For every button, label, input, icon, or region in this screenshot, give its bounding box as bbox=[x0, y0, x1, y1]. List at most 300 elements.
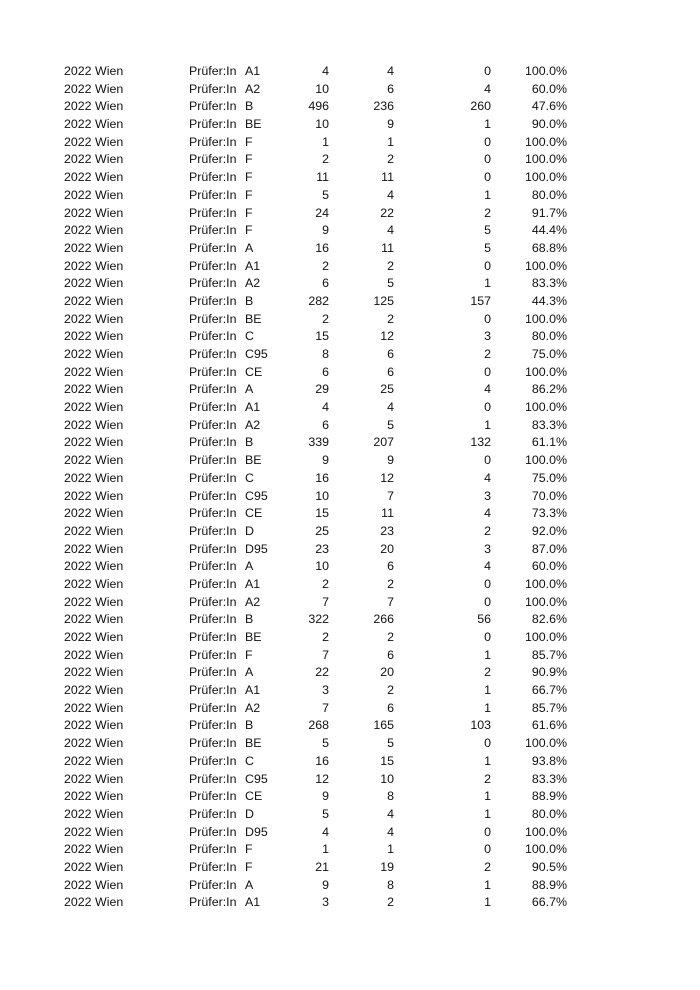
role-cell: Prüfer:In bbox=[189, 99, 237, 114]
passed-count-cell: 7 bbox=[387, 594, 394, 609]
role-cell: Prüfer:In bbox=[189, 789, 237, 804]
year-city-cell: 2022 Wien bbox=[64, 223, 124, 238]
license-class-cell: B bbox=[245, 612, 254, 627]
year-city-cell: 2022 Wien bbox=[64, 470, 124, 485]
year-city-cell: 2022 Wien bbox=[64, 187, 124, 202]
total-count-cell: 3 bbox=[322, 895, 329, 910]
passed-count-cell: 8 bbox=[387, 877, 394, 892]
total-count-cell: 15 bbox=[315, 506, 329, 521]
pass-rate-cell: 87.0% bbox=[531, 541, 567, 556]
pass-rate-cell: 100.0% bbox=[524, 258, 567, 273]
total-count-cell: 339 bbox=[308, 435, 329, 450]
pass-rate-cell: 83.3% bbox=[531, 417, 567, 432]
license-class-cell: A1 bbox=[245, 895, 261, 910]
failed-count-cell: 2 bbox=[484, 205, 491, 220]
role-cell: Prüfer:In bbox=[189, 612, 237, 627]
pass-rate-cell: 82.6% bbox=[531, 612, 567, 627]
table-row bbox=[0, 240, 700, 258]
failed-count-cell: 260 bbox=[470, 99, 491, 114]
license-class-cell: A bbox=[245, 240, 254, 255]
passed-count-cell: 6 bbox=[387, 364, 394, 379]
pass-rate-cell: 91.7% bbox=[531, 205, 567, 220]
failed-count-cell: 4 bbox=[484, 506, 491, 521]
pass-rate-cell: 83.3% bbox=[531, 771, 567, 786]
total-count-cell: 5 bbox=[322, 187, 329, 202]
table-row bbox=[0, 664, 700, 682]
pass-rate-cell: 100.0% bbox=[524, 736, 567, 751]
total-count-cell: 9 bbox=[322, 223, 329, 238]
role-cell: Prüfer:In bbox=[189, 134, 237, 149]
pass-rate-cell: 61.1% bbox=[531, 435, 567, 450]
pass-rate-cell: 100.0% bbox=[524, 842, 567, 857]
role-cell: Prüfer:In bbox=[189, 364, 237, 379]
passed-count-cell: 11 bbox=[381, 240, 394, 255]
role-cell: Prüfer:In bbox=[189, 117, 237, 132]
table-row bbox=[0, 771, 700, 789]
role-cell: Prüfer:In bbox=[189, 541, 237, 556]
year-city-cell: 2022 Wien bbox=[64, 718, 124, 733]
total-count-cell: 4 bbox=[322, 400, 329, 415]
table-row bbox=[0, 629, 700, 647]
role-cell: Prüfer:In bbox=[189, 382, 237, 397]
failed-count-cell: 56 bbox=[477, 612, 491, 627]
year-city-cell: 2022 Wien bbox=[64, 506, 124, 521]
passed-count-cell: 11 bbox=[381, 170, 394, 185]
year-city-cell: 2022 Wien bbox=[64, 789, 124, 804]
license-class-cell: A bbox=[245, 559, 254, 574]
license-class-cell: F bbox=[245, 152, 253, 167]
role-cell: Prüfer:In bbox=[189, 771, 237, 786]
role-cell: Prüfer:In bbox=[189, 417, 237, 432]
table-row bbox=[0, 717, 700, 735]
passed-count-cell: 6 bbox=[387, 700, 394, 715]
passed-count-cell: 266 bbox=[373, 612, 394, 627]
table-row bbox=[0, 205, 700, 223]
failed-count-cell: 5 bbox=[484, 240, 491, 255]
total-count-cell: 21 bbox=[315, 859, 329, 874]
failed-count-cell: 0 bbox=[484, 170, 491, 185]
failed-count-cell: 1 bbox=[484, 895, 491, 910]
total-count-cell: 6 bbox=[322, 417, 329, 432]
total-count-cell: 23 bbox=[315, 541, 329, 556]
passed-count-cell: 5 bbox=[387, 276, 394, 291]
passed-count-cell: 165 bbox=[373, 718, 394, 733]
table-row bbox=[0, 488, 700, 506]
table-row bbox=[0, 576, 700, 594]
license-class-cell: B bbox=[245, 293, 254, 308]
passed-count-cell: 4 bbox=[387, 187, 394, 202]
passed-count-cell: 5 bbox=[387, 736, 394, 751]
pass-rate-cell: 80.0% bbox=[531, 329, 567, 344]
pass-rate-cell: 90.5% bbox=[531, 859, 567, 874]
failed-count-cell: 157 bbox=[470, 293, 491, 308]
passed-count-cell: 7 bbox=[387, 488, 394, 503]
pass-rate-cell: 60.0% bbox=[531, 559, 567, 574]
year-city-cell: 2022 Wien bbox=[64, 117, 124, 132]
table-row bbox=[0, 134, 700, 152]
license-class-cell: D bbox=[245, 523, 254, 538]
year-city-cell: 2022 Wien bbox=[64, 134, 124, 149]
failed-count-cell: 1 bbox=[484, 806, 491, 821]
failed-count-cell: 0 bbox=[484, 736, 491, 751]
passed-count-cell: 125 bbox=[373, 293, 394, 308]
role-cell: Prüfer:In bbox=[189, 293, 237, 308]
total-count-cell: 1 bbox=[322, 134, 329, 149]
table-row bbox=[0, 541, 700, 559]
table-row bbox=[0, 647, 700, 665]
table-row bbox=[0, 311, 700, 329]
total-count-cell: 7 bbox=[322, 647, 329, 662]
pass-rate-cell: 80.0% bbox=[531, 187, 567, 202]
year-city-cell: 2022 Wien bbox=[64, 523, 124, 538]
passed-count-cell: 5 bbox=[387, 417, 394, 432]
license-class-cell: F bbox=[245, 170, 253, 185]
role-cell: Prüfer:In bbox=[189, 630, 237, 644]
data-table bbox=[0, 63, 700, 912]
role-cell: Prüfer:In bbox=[189, 329, 237, 344]
passed-count-cell: 11 bbox=[381, 506, 394, 521]
failed-count-cell: 1 bbox=[484, 417, 491, 432]
role-cell: Prüfer:In bbox=[189, 152, 237, 167]
pass-rate-cell: 88.9% bbox=[531, 877, 567, 892]
passed-count-cell: 6 bbox=[387, 81, 394, 96]
table-row bbox=[0, 877, 700, 895]
year-city-cell: 2022 Wien bbox=[64, 736, 124, 751]
year-city-cell: 2022 Wien bbox=[64, 240, 124, 255]
total-count-cell: 29 bbox=[315, 382, 329, 397]
license-class-cell: D bbox=[245, 806, 254, 821]
role-cell: Prüfer:In bbox=[189, 258, 237, 273]
year-city-cell: 2022 Wien bbox=[64, 594, 124, 609]
year-city-cell: 2022 Wien bbox=[64, 488, 124, 503]
license-class-cell: A bbox=[245, 877, 254, 892]
role-cell: Prüfer:In bbox=[189, 559, 237, 574]
table-row bbox=[0, 151, 700, 169]
failed-count-cell: 4 bbox=[484, 382, 491, 397]
passed-count-cell: 9 bbox=[387, 117, 394, 132]
failed-count-cell: 4 bbox=[484, 81, 491, 96]
table-row bbox=[0, 275, 700, 293]
total-count-cell: 9 bbox=[322, 453, 329, 468]
failed-count-cell: 0 bbox=[484, 152, 491, 167]
table-row bbox=[0, 594, 700, 612]
license-class-cell: D95 bbox=[245, 541, 268, 556]
total-count-cell: 3 bbox=[322, 683, 329, 698]
pass-rate-cell: 44.3% bbox=[531, 293, 567, 308]
license-class-cell: A1 bbox=[245, 64, 261, 78]
year-city-cell: 2022 Wien bbox=[64, 347, 124, 361]
failed-count-cell: 2 bbox=[484, 859, 491, 874]
pass-rate-cell: 44.4% bbox=[531, 223, 567, 238]
table-row bbox=[0, 81, 700, 99]
table-row bbox=[0, 894, 700, 912]
failed-count-cell: 2 bbox=[484, 523, 491, 538]
license-class-cell: BE bbox=[245, 453, 262, 468]
table-row bbox=[0, 328, 700, 346]
failed-count-cell: 1 bbox=[484, 789, 491, 804]
license-class-cell: BE bbox=[245, 117, 262, 132]
pass-rate-cell: 100.0% bbox=[524, 134, 567, 149]
table-row bbox=[0, 116, 700, 134]
role-cell: Prüfer:In bbox=[189, 806, 237, 821]
role-cell: Prüfer:In bbox=[189, 523, 237, 538]
year-city-cell: 2022 Wien bbox=[64, 170, 124, 185]
license-class-cell: A2 bbox=[245, 700, 261, 715]
year-city-cell: 2022 Wien bbox=[64, 576, 124, 591]
role-cell: Prüfer:In bbox=[189, 400, 237, 415]
license-class-cell: CE bbox=[245, 506, 263, 521]
license-class-cell: F bbox=[245, 187, 253, 202]
passed-count-cell: 2 bbox=[387, 683, 394, 698]
pass-rate-cell: 85.7% bbox=[531, 647, 567, 662]
pass-rate-cell: 88.9% bbox=[531, 789, 567, 804]
table-row bbox=[0, 788, 700, 806]
role-cell: Prüfer:In bbox=[189, 81, 237, 96]
failed-count-cell: 0 bbox=[484, 400, 491, 415]
license-class-cell: A2 bbox=[245, 417, 261, 432]
role-cell: Prüfer:In bbox=[189, 877, 237, 892]
total-count-cell: 8 bbox=[322, 347, 329, 361]
role-cell: Prüfer:In bbox=[189, 311, 237, 326]
failed-count-cell: 1 bbox=[484, 683, 491, 698]
table-row bbox=[0, 381, 700, 399]
year-city-cell: 2022 Wien bbox=[64, 700, 124, 715]
year-city-cell: 2022 Wien bbox=[64, 612, 124, 627]
license-class-cell: A2 bbox=[245, 81, 261, 96]
role-cell: Prüfer:In bbox=[189, 488, 237, 503]
failed-count-cell: 5 bbox=[484, 223, 491, 238]
role-cell: Prüfer:In bbox=[189, 506, 237, 521]
failed-count-cell: 103 bbox=[470, 718, 491, 733]
passed-count-cell: 4 bbox=[387, 806, 394, 821]
table-row bbox=[0, 452, 700, 470]
table-row bbox=[0, 735, 700, 753]
table-row bbox=[0, 753, 700, 771]
role-cell: Prüfer:In bbox=[189, 842, 237, 857]
year-city-cell: 2022 Wien bbox=[64, 683, 124, 698]
total-count-cell: 10 bbox=[315, 81, 329, 96]
passed-count-cell: 12 bbox=[380, 329, 394, 344]
table-row bbox=[0, 63, 700, 81]
year-city-cell: 2022 Wien bbox=[64, 842, 124, 857]
total-count-cell: 16 bbox=[315, 470, 329, 485]
license-class-cell: F bbox=[245, 647, 253, 662]
table-row bbox=[0, 558, 700, 576]
role-cell: Prüfer:In bbox=[189, 859, 237, 874]
total-count-cell: 15 bbox=[315, 329, 329, 344]
failed-count-cell: 0 bbox=[484, 311, 491, 326]
passed-count-cell: 15 bbox=[380, 753, 394, 768]
role-cell: Prüfer:In bbox=[189, 187, 237, 202]
pass-rate-cell: 70.0% bbox=[531, 488, 567, 503]
role-cell: Prüfer:In bbox=[189, 736, 237, 751]
total-count-cell: 322 bbox=[308, 612, 329, 627]
passed-count-cell: 6 bbox=[387, 559, 394, 574]
table-row bbox=[0, 505, 700, 523]
license-class-cell: C bbox=[245, 329, 254, 344]
pass-rate-cell: 66.7% bbox=[531, 895, 567, 910]
passed-count-cell: 1 bbox=[387, 842, 394, 857]
failed-count-cell: 0 bbox=[484, 576, 491, 591]
passed-count-cell: 4 bbox=[387, 400, 394, 415]
failed-count-cell: 0 bbox=[484, 453, 491, 468]
failed-count-cell: 0 bbox=[484, 824, 491, 839]
passed-count-cell: 207 bbox=[373, 435, 394, 450]
pass-rate-cell: 66.7% bbox=[531, 683, 567, 698]
total-count-cell: 6 bbox=[322, 276, 329, 291]
passed-count-cell: 2 bbox=[387, 895, 394, 910]
table-row bbox=[0, 364, 700, 382]
pass-rate-cell: 100.0% bbox=[524, 364, 567, 379]
total-count-cell: 6 bbox=[322, 364, 329, 379]
role-cell: Prüfer:In bbox=[189, 205, 237, 220]
table-row bbox=[0, 470, 700, 488]
year-city-cell: 2022 Wien bbox=[64, 205, 124, 220]
table-row bbox=[0, 824, 700, 842]
passed-count-cell: 12 bbox=[380, 470, 394, 485]
total-count-cell: 25 bbox=[315, 523, 329, 538]
total-count-cell: 4 bbox=[322, 824, 329, 839]
total-count-cell: 10 bbox=[315, 488, 329, 503]
total-count-cell: 496 bbox=[308, 99, 329, 114]
total-count-cell: 5 bbox=[322, 806, 329, 821]
passed-count-cell: 2 bbox=[387, 576, 394, 591]
year-city-cell: 2022 Wien bbox=[64, 64, 124, 78]
passed-count-cell: 2 bbox=[387, 630, 394, 644]
year-city-cell: 2022 Wien bbox=[64, 630, 124, 644]
year-city-cell: 2022 Wien bbox=[64, 293, 124, 308]
license-class-cell: A2 bbox=[245, 276, 261, 291]
year-city-cell: 2022 Wien bbox=[64, 364, 124, 379]
year-city-cell: 2022 Wien bbox=[64, 453, 124, 468]
passed-count-cell: 4 bbox=[387, 223, 394, 238]
role-cell: Prüfer:In bbox=[189, 647, 237, 662]
failed-count-cell: 0 bbox=[484, 64, 491, 78]
passed-count-cell: 20 bbox=[380, 665, 394, 680]
license-class-cell: CE bbox=[245, 364, 263, 379]
role-cell: Prüfer:In bbox=[189, 895, 237, 910]
license-class-cell: A1 bbox=[245, 683, 261, 698]
total-count-cell: 11 bbox=[316, 170, 329, 185]
license-class-cell: C95 bbox=[245, 771, 268, 786]
table-row bbox=[0, 700, 700, 718]
year-city-cell: 2022 Wien bbox=[64, 276, 124, 291]
failed-count-cell: 0 bbox=[484, 842, 491, 857]
table-row bbox=[0, 523, 700, 541]
pass-rate-cell: 100.0% bbox=[524, 453, 567, 468]
role-cell: Prüfer:In bbox=[189, 347, 237, 361]
license-class-cell: F bbox=[245, 223, 253, 238]
total-count-cell: 2 bbox=[322, 258, 329, 273]
license-class-cell: A bbox=[245, 382, 254, 397]
total-count-cell: 4 bbox=[322, 64, 329, 78]
failed-count-cell: 0 bbox=[484, 594, 491, 609]
pass-rate-cell: 100.0% bbox=[524, 630, 567, 644]
pass-rate-cell: 100.0% bbox=[524, 64, 567, 78]
license-class-cell: BE bbox=[245, 311, 262, 326]
year-city-cell: 2022 Wien bbox=[64, 806, 124, 821]
license-class-cell: A2 bbox=[245, 594, 261, 609]
table-row bbox=[0, 222, 700, 240]
total-count-cell: 7 bbox=[322, 594, 329, 609]
year-city-cell: 2022 Wien bbox=[64, 258, 124, 273]
total-count-cell: 2 bbox=[322, 630, 329, 644]
passed-count-cell: 22 bbox=[380, 205, 394, 220]
role-cell: Prüfer:In bbox=[189, 718, 237, 733]
license-class-cell: A1 bbox=[245, 576, 261, 591]
year-city-cell: 2022 Wien bbox=[64, 753, 124, 768]
passed-count-cell: 23 bbox=[380, 523, 394, 538]
role-cell: Prüfer:In bbox=[189, 683, 237, 698]
pass-rate-cell: 90.9% bbox=[531, 665, 567, 680]
year-city-cell: 2022 Wien bbox=[64, 99, 124, 114]
failed-count-cell: 1 bbox=[484, 117, 491, 132]
failed-count-cell: 1 bbox=[484, 276, 491, 291]
pass-rate-cell: 92.0% bbox=[531, 523, 567, 538]
year-city-cell: 2022 Wien bbox=[64, 329, 124, 344]
year-city-cell: 2022 Wien bbox=[64, 859, 124, 874]
year-city-cell: 2022 Wien bbox=[64, 435, 124, 450]
failed-count-cell: 0 bbox=[484, 258, 491, 273]
role-cell: Prüfer:In bbox=[189, 276, 237, 291]
total-count-cell: 10 bbox=[315, 559, 329, 574]
license-class-cell: C bbox=[245, 470, 254, 485]
pass-rate-cell: 68.8% bbox=[531, 240, 567, 255]
license-class-cell: C bbox=[245, 753, 254, 768]
table-row bbox=[0, 434, 700, 452]
failed-count-cell: 0 bbox=[484, 630, 491, 644]
failed-count-cell: 2 bbox=[484, 665, 491, 680]
total-count-cell: 5 bbox=[322, 736, 329, 751]
pass-rate-cell: 100.0% bbox=[524, 824, 567, 839]
table-row bbox=[0, 399, 700, 417]
failed-count-cell: 0 bbox=[484, 134, 491, 149]
year-city-cell: 2022 Wien bbox=[64, 382, 124, 397]
passed-count-cell: 20 bbox=[380, 541, 394, 556]
role-cell: Prüfer:In bbox=[189, 223, 237, 238]
pass-rate-cell: 100.0% bbox=[524, 594, 567, 609]
pass-rate-cell: 60.0% bbox=[531, 81, 567, 96]
total-count-cell: 282 bbox=[308, 293, 329, 308]
table-row bbox=[0, 346, 700, 364]
pass-rate-cell: 47.6% bbox=[531, 99, 567, 114]
license-class-cell: B bbox=[245, 99, 254, 114]
table-row bbox=[0, 98, 700, 116]
table-row bbox=[0, 417, 700, 435]
failed-count-cell: 2 bbox=[484, 347, 491, 361]
role-cell: Prüfer:In bbox=[189, 435, 237, 450]
pass-rate-cell: 73.3% bbox=[531, 506, 567, 521]
year-city-cell: 2022 Wien bbox=[64, 311, 124, 326]
failed-count-cell: 0 bbox=[484, 364, 491, 379]
pass-rate-cell: 90.0% bbox=[531, 117, 567, 132]
license-class-cell: F bbox=[245, 842, 253, 857]
total-count-cell: 16 bbox=[315, 753, 329, 768]
license-class-cell: A1 bbox=[245, 258, 261, 273]
pass-rate-cell: 100.0% bbox=[524, 400, 567, 415]
pass-rate-cell: 100.0% bbox=[524, 576, 567, 591]
year-city-cell: 2022 Wien bbox=[64, 152, 124, 167]
failed-count-cell: 132 bbox=[470, 435, 491, 450]
table-row bbox=[0, 258, 700, 276]
year-city-cell: 2022 Wien bbox=[64, 559, 124, 574]
passed-count-cell: 8 bbox=[387, 789, 394, 804]
role-cell: Prüfer:In bbox=[189, 240, 237, 255]
failed-count-cell: 1 bbox=[484, 647, 491, 662]
role-cell: Prüfer:In bbox=[189, 753, 237, 768]
passed-count-cell: 1 bbox=[387, 134, 394, 149]
total-count-cell: 268 bbox=[308, 718, 329, 733]
